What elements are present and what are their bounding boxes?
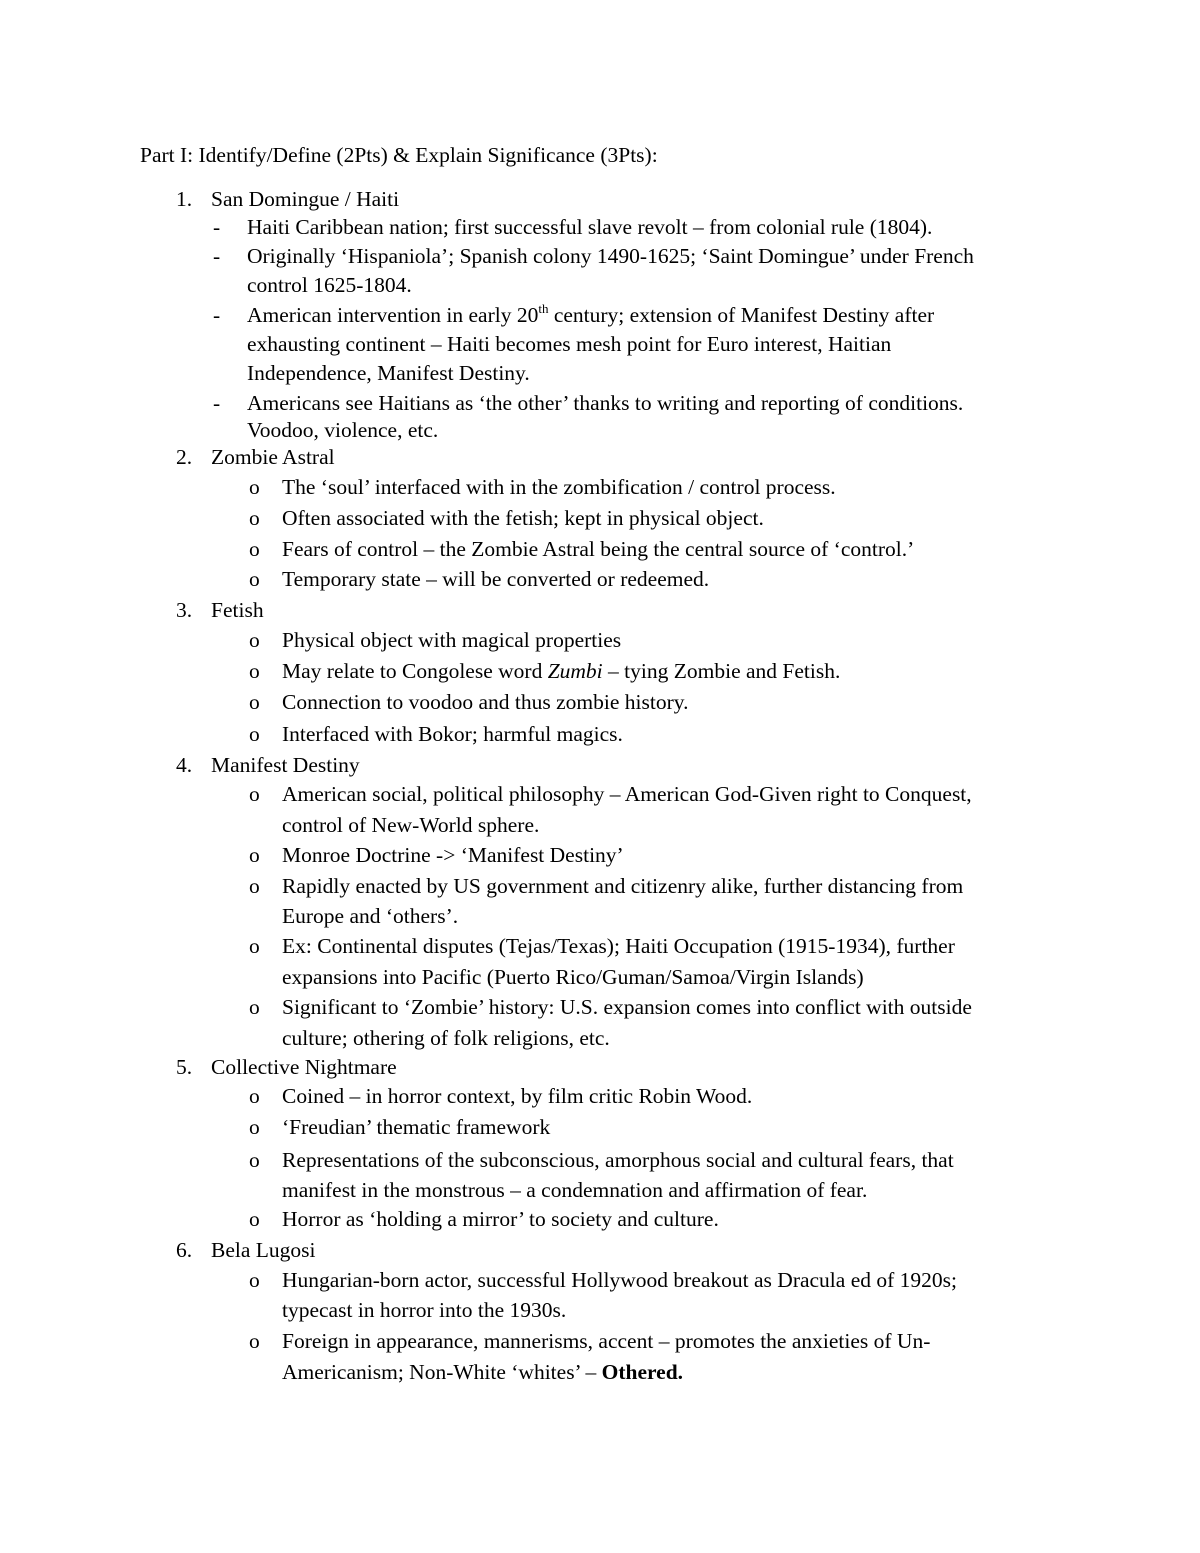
point-line: culture; othering of folk religions, etc.	[282, 1026, 610, 1050]
dash-marker: -	[213, 391, 221, 415]
point-line: Monroe Doctrine -> ‘Manifest Destiny’	[282, 843, 624, 867]
point-line: typecast in horror into the 1930s.	[282, 1298, 567, 1322]
point-line: manifest in the monstrous – a condemnation and affirmation of fear.	[282, 1178, 868, 1202]
point-line: Americans see Haitians as ‘the other’ thanks to writing and reporting of conditions.	[247, 391, 964, 415]
point-line	[282, 1360, 683, 1385]
item-title: Fetish	[211, 598, 264, 622]
bullet-marker: o	[249, 506, 260, 530]
point-line: Foreign in appearance, mannerisms, accent – promotes the anxieties of Un-	[282, 1329, 931, 1353]
point-line	[247, 303, 934, 328]
item-title: San Domingue / Haiti	[211, 187, 400, 211]
italic-term: Zumbi	[547, 659, 603, 683]
bullet-marker: o	[249, 690, 260, 714]
point-text: Americanism; Non-White ‘whites’ –	[282, 1360, 602, 1384]
item-title: Manifest Destiny	[211, 753, 360, 777]
point-line: Significant to ‘Zombie’ history: U.S. expansion comes into conflict with outside	[282, 995, 972, 1019]
bullet-marker: o	[249, 475, 260, 499]
bullet-marker: o	[249, 628, 260, 652]
bullet-marker: o	[249, 995, 260, 1019]
bullet-marker: o	[249, 1207, 260, 1231]
page-heading: Part I: Identify/Define (2Pts) & Explain Significance (3Pts):	[140, 143, 658, 167]
point-line: Independence, Manifest Destiny.	[247, 361, 530, 385]
bullet-marker: o	[249, 722, 260, 746]
item-number: 4.	[176, 753, 193, 777]
bullet-marker: o	[249, 1084, 260, 1108]
bullet-marker: o	[249, 1148, 260, 1172]
point-line: Ex: Continental disputes (Tejas/Texas); Haiti Occupation (1915-1934), further	[282, 934, 955, 958]
point-line: Haiti Caribbean nation; first successful slave revolt – from colonial rule (1804).	[247, 215, 933, 239]
item-title: Bela Lugosi	[211, 1238, 316, 1262]
bullet-marker: o	[249, 1115, 260, 1139]
point-line	[282, 659, 840, 684]
bullet-marker: o	[249, 659, 260, 683]
bullet-marker: o	[249, 1329, 260, 1353]
item-number: 5.	[176, 1055, 193, 1079]
point-line: Originally ‘Hispaniola’; Spanish colony 1490-1625; ‘Saint Domingue’ under French	[247, 244, 974, 268]
bold-term: Othered.	[601, 1360, 684, 1384]
point-line: Often associated with the fetish; kept in physical object.	[282, 506, 764, 530]
point-line: ‘Freudian’ thematic framework	[282, 1115, 551, 1139]
item-number: 3.	[176, 598, 193, 622]
dash-marker: -	[213, 303, 221, 327]
point-line: Fears of control – the Zombie Astral being the central source of ‘control.’	[282, 537, 915, 561]
bullet-marker: o	[249, 567, 260, 591]
bullet-marker: o	[249, 934, 260, 958]
bullet-marker: o	[249, 537, 260, 561]
point-text: century; extension of Manifest Destiny after	[548, 303, 935, 327]
item-number: 1.	[176, 187, 193, 211]
bullet-marker: o	[249, 843, 260, 867]
point-line: Horror as ‘holding a mirror’ to society and culture.	[282, 1207, 719, 1231]
point-line: control of New-World sphere.	[282, 813, 540, 837]
point-line: control 1625-1804.	[247, 273, 412, 297]
point-line: Temporary state – will be converted or redeemed.	[282, 567, 710, 591]
point-line: expansions into Pacific (Puerto Rico/Guman/Samoa/Virgin Islands)	[282, 965, 864, 989]
point-line: Rapidly enacted by US government and citizenry alike, further distancing from	[282, 874, 964, 898]
point-line: Interfaced with Bokor; harmful magics.	[282, 722, 623, 746]
item-title: Collective Nightmare	[211, 1055, 397, 1079]
point-line: Voodoo, violence, etc.	[247, 418, 439, 442]
point-line: exhausting continent – Haiti becomes mesh point for Euro interest, Haitian	[247, 332, 892, 356]
point-line: Hungarian-born actor, successful Hollywood breakout as Dracula ed of 1920s;	[282, 1268, 957, 1292]
item-number: 2.	[176, 445, 193, 469]
point-line: American social, political philosophy – American God-Given right to Conquest,	[282, 782, 972, 806]
point-text: American intervention in early 20	[247, 303, 539, 327]
bullet-marker: o	[249, 874, 260, 898]
superscript-text: th	[538, 301, 549, 316]
bullet-marker: o	[249, 1268, 260, 1292]
dash-marker: -	[213, 215, 221, 239]
point-line: Europe and ‘others’.	[282, 904, 459, 928]
bullet-marker: o	[249, 782, 260, 806]
point-line: Representations of the subconscious, amorphous social and cultural fears, that	[282, 1148, 954, 1172]
dash-marker: -	[213, 244, 221, 268]
point-line: Coined – in horror context, by film critic Robin Wood.	[282, 1084, 753, 1108]
point-line: The ‘soul’ interfaced with in the zombification / control process.	[282, 475, 836, 499]
point-line: Physical object with magical properties	[282, 628, 622, 652]
item-number: 6.	[176, 1238, 193, 1262]
point-line: Connection to voodoo and thus zombie history.	[282, 690, 689, 714]
item-title: Zombie Astral	[211, 445, 335, 469]
point-text: May relate to Congolese word	[282, 659, 548, 683]
point-text: – tying Zombie and Fetish.	[602, 659, 841, 683]
